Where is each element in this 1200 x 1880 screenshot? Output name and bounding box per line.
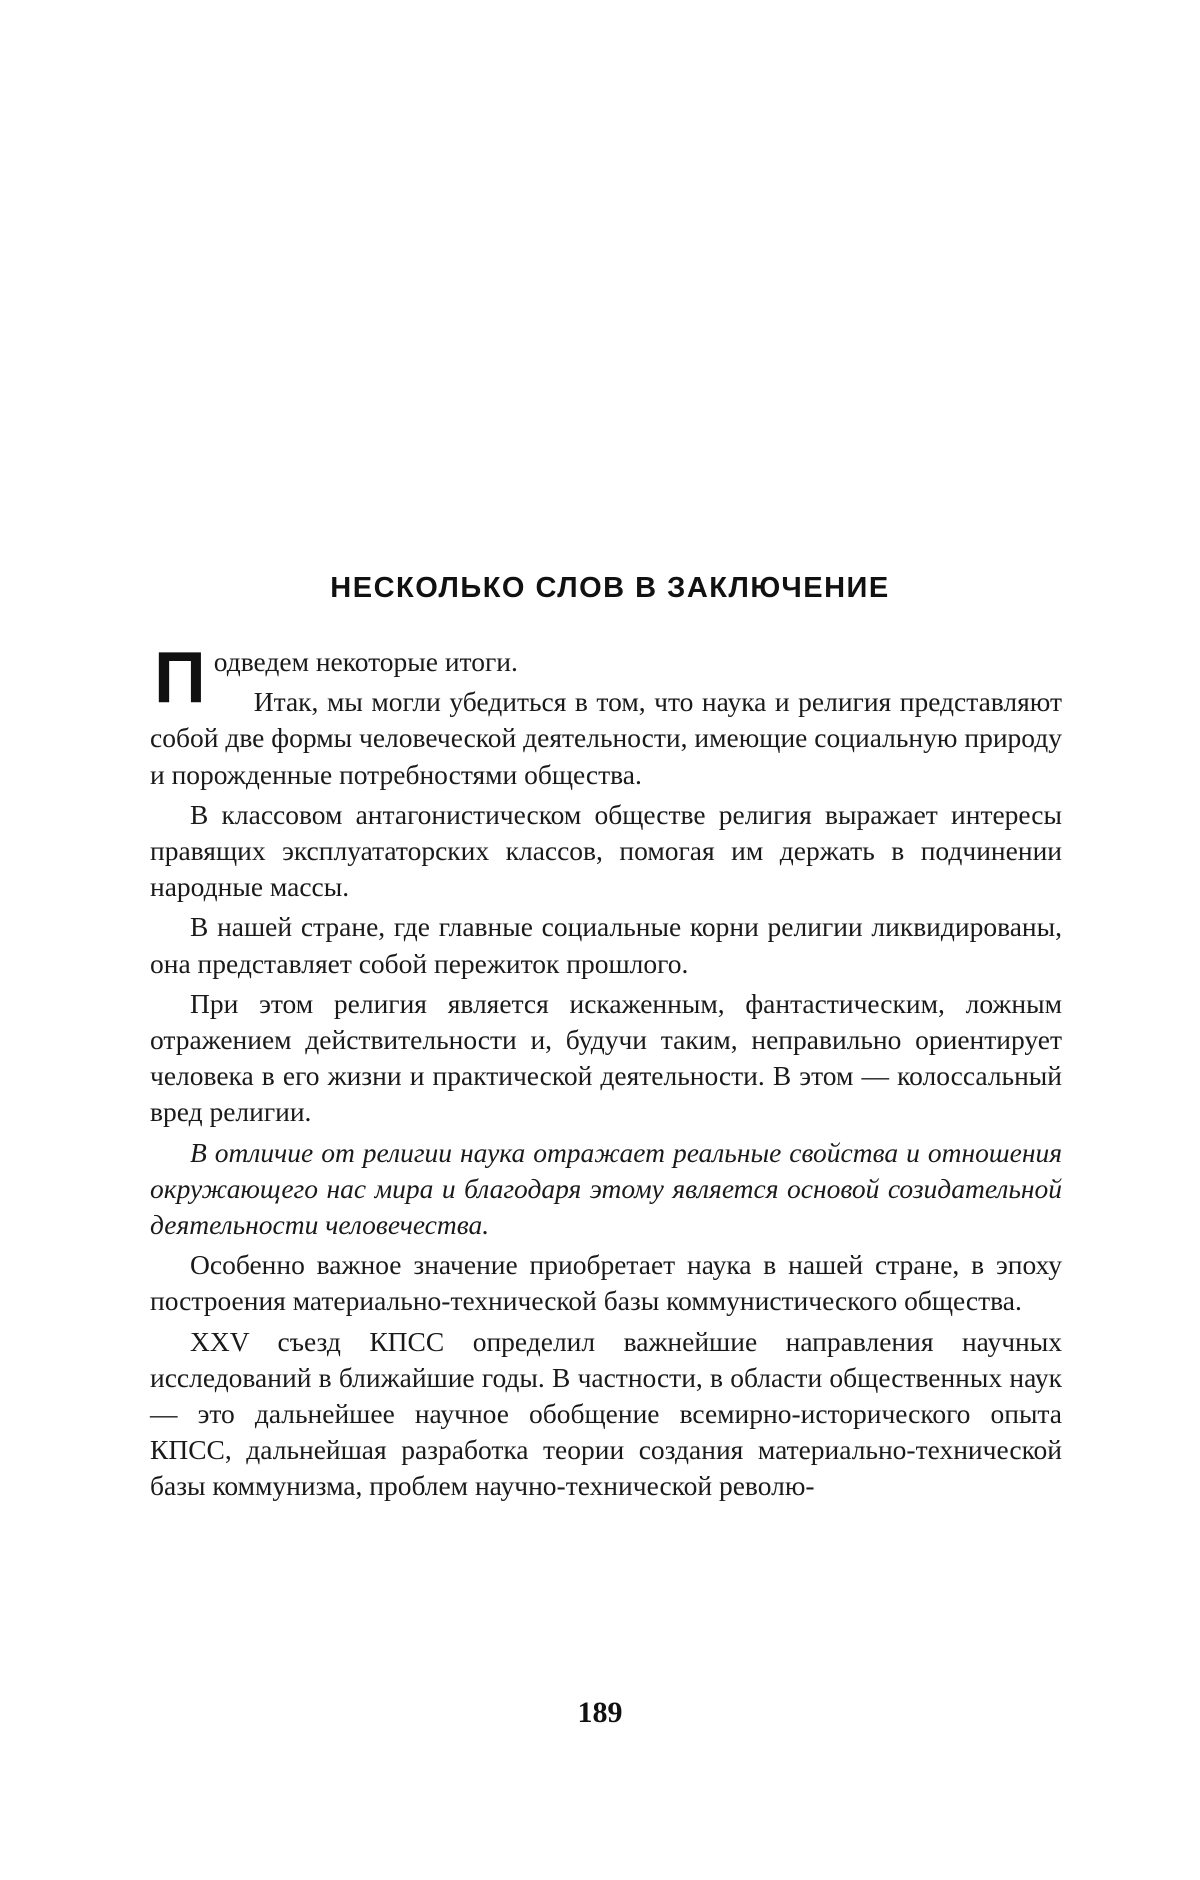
book-page [0,0,1200,1880]
paragraph-6-italic: В отличие от религии наука отражает реальные свойства и отношения окружающего нас мира и благодаря этому является основой созидательной деятельности человечества. [150,1135,1062,1244]
body-text [150,644,1062,1509]
paragraph-4: В нашей стране, где главные социальные корни религии ликвидированы, она представляет собой пережиток прошлого. [150,909,1062,981]
paragraph-1 [150,644,1062,680]
page-number: 189 [0,1696,1200,1730]
paragraph-2: Итак, мы могли убедиться в том, что наука и религия представляют собой две формы человеческой деятельности, имеющие социальную природу и порожденные потребностями общества. [150,684,1062,793]
paragraph-1-text: одведем некоторые итоги. [214,646,518,677]
paragraph-8: XXV съезд КПСС определил важнейшие направления научных исследований в ближайшие годы. В частности, в области общественных наук — это дальнейшее научное обобщение всемирно-исторического опыта КПСС, дальнейшая разработка теории создания материально-технической базы коммунизма, проблем научно-технической револю- [150,1324,1062,1505]
paragraph-3: В классовом антагонистическом обществе религия выражает интересы правящих эксплуататорских классов, помогая им держать в подчинении народные массы. [150,797,1062,906]
paragraph-7: Особенно важное значение приобретает наука в нашей стране, в эпоху построения материально-технической базы коммунистического общества. [150,1247,1062,1319]
drop-cap: П [154,648,206,708]
chapter-heading: НЕСКОЛЬКО СЛОВ В ЗАКЛЮЧЕНИЕ [270,572,950,605]
paragraph-5: При этом религия является искаженным, фантастическим, ложным отражением действительности и, будучи таким, неправильно ориентирует человека в его жизни и практической деятельности. В этом — колоссальный вред религии. [150,986,1062,1131]
